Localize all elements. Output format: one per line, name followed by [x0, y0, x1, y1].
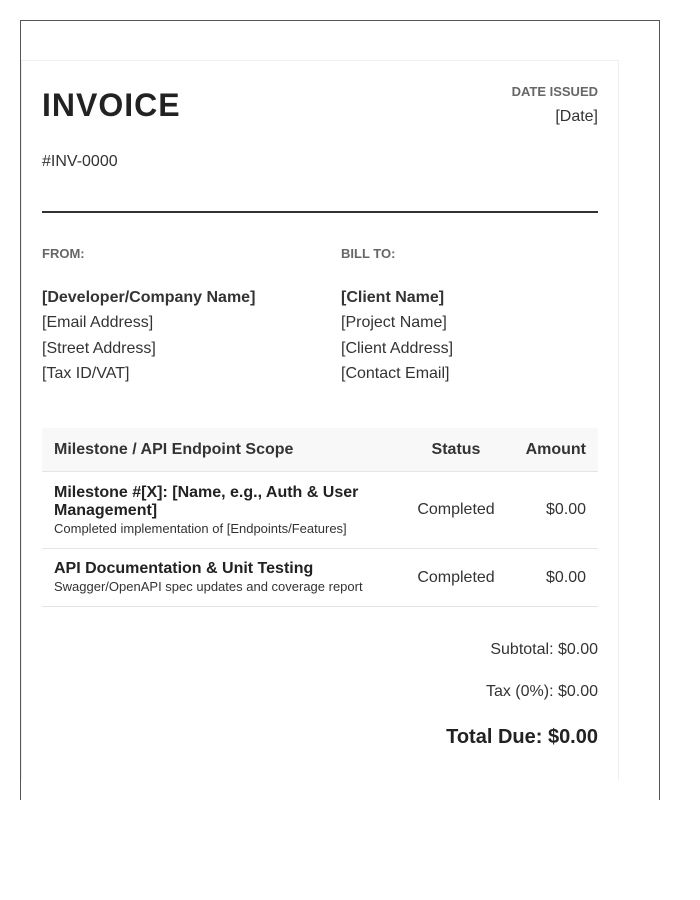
item-title: Milestone #[X]: [Name, e.g., Auth & User Management] — [54, 483, 359, 519]
from-email: [Email Address] — [42, 314, 154, 331]
invoice-number: #INV-0000 — [42, 153, 118, 170]
item-scope-cell — [42, 472, 416, 549]
invoice-title: INVOICE — [42, 87, 181, 123]
item-scope-cell — [42, 549, 416, 607]
tax: Tax (0%): $0.00 — [485, 683, 598, 700]
total-due: Total Due: $0.00 — [446, 726, 598, 748]
line-items-table — [42, 428, 598, 607]
totals-section — [42, 640, 598, 749]
subtotal: Subtotal: $0.00 — [490, 641, 598, 658]
date-issued-value: [Date] — [555, 108, 598, 125]
client-name: [Client Name] — [341, 289, 445, 306]
item-amount: $0.00 — [496, 549, 598, 607]
from-name: [Developer/Company Name] — [42, 289, 256, 306]
item-status: Completed — [416, 549, 496, 607]
item-title: API Documentation & Unit Testing — [54, 560, 314, 577]
table-row — [42, 549, 598, 607]
bill-to-label: BILL TO: — [341, 246, 396, 261]
from-label: FROM: — [42, 246, 85, 261]
invoice-header — [42, 61, 598, 211]
item-description: Completed implementation of [Endpoints/Features] — [54, 520, 347, 536]
from-tax-id: [Tax ID/VAT] — [42, 365, 130, 382]
header-status: Status — [416, 428, 496, 472]
project-name: [Project Name] — [341, 314, 447, 331]
parties-section — [42, 213, 598, 428]
item-description: Swagger/OpenAPI spec updates and coverage report — [54, 579, 363, 594]
invoice-document — [21, 60, 619, 780]
contact-email: [Contact Email] — [341, 365, 450, 382]
from-street: [Street Address] — [42, 339, 156, 357]
bill-to-block — [341, 245, 601, 387]
item-amount: $0.00 — [496, 472, 598, 549]
date-issued-label: DATE ISSUED — [511, 84, 598, 99]
date-block — [512, 83, 598, 128]
table-header-row — [42, 428, 598, 472]
client-address: [Client Address] — [341, 339, 454, 357]
table-row — [42, 472, 598, 549]
header-amount: Amount — [496, 428, 598, 472]
header-scope: Milestone / API Endpoint Scope — [42, 428, 416, 472]
item-status: Completed — [416, 472, 496, 549]
from-block — [42, 245, 302, 387]
